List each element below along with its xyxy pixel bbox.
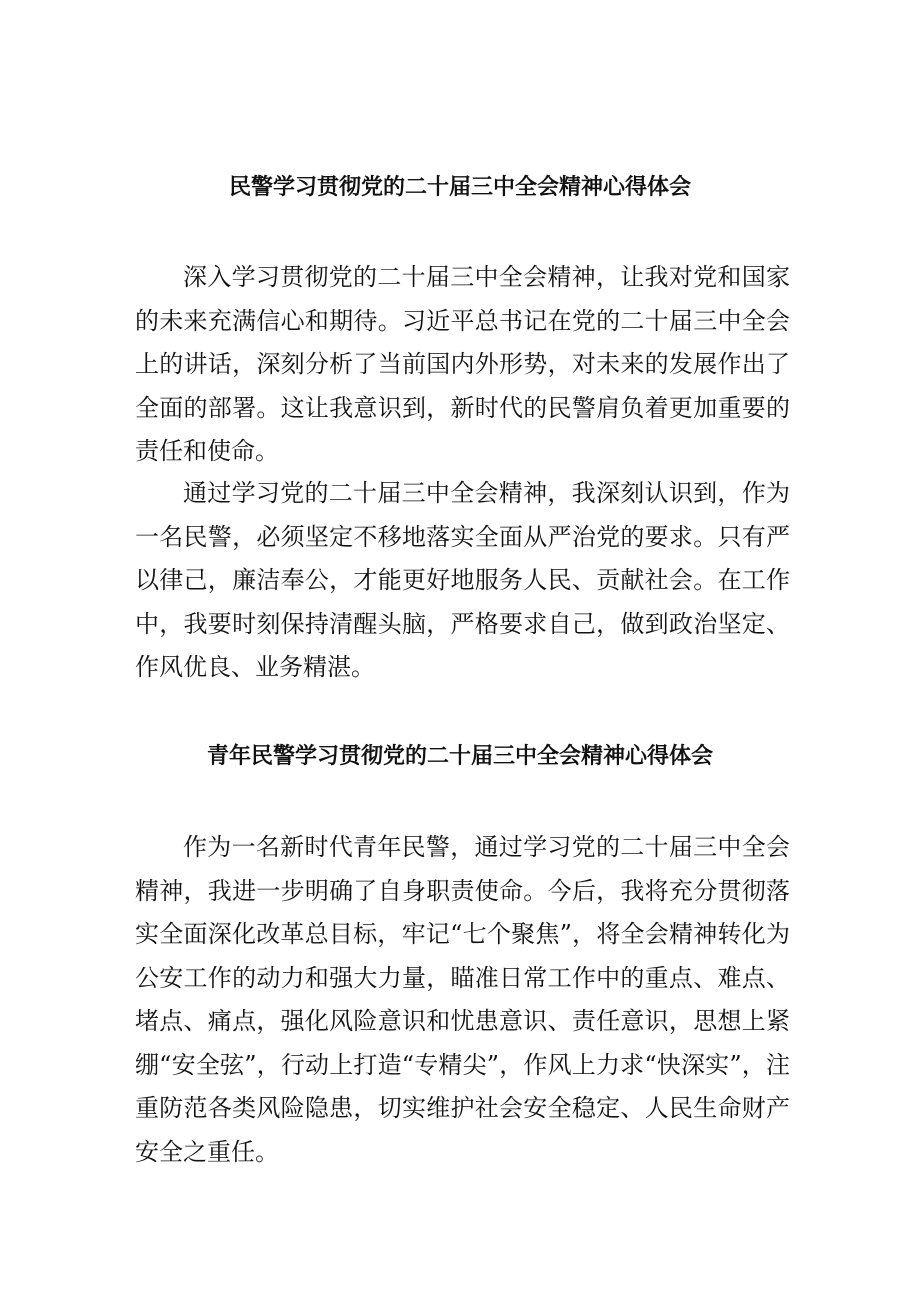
section-paragraph: 通过学习党的二十届三中全会精神，我深刻认识到，作为一名民警，必须坚定不移地落实全面从严治党的要求。只有严以律己，廉洁奉公，才能更好地服务人民、贡献社会。在工作中，我要时刻保持清醒头脑，严格要求自己，做到政治坚定、作风优良、业务精湛。	[135, 479, 790, 681]
section-paragraph: 深入学习贯彻党的二十届三中全会精神，让我对党和国家的未来充满信心和期待。习近平总书记在党的二十届三中全会上的讲话，深刻分析了当前国内外形势，对未来的发展作出了全面的部署。这让我意识到，新时代的民警肩负着更加重要的责任和使命。	[135, 263, 790, 465]
section-title: 民警学习贯彻党的二十届三中全会精神心得体会	[228, 175, 691, 200]
section-title: 青年民警学习贯彻党的二十届三中全会精神心得体会	[206, 744, 713, 769]
section-paragraph: 作为一名新时代青年民警，通过学习党的二十届三中全会精神，我进一步明确了自身职责使命。今后，我将充分贯彻落实全面深化改革总目标，牢记“七个聚焦”，将全会精神转化为公安工作的动力和强大力量，瞄准日常工作中的重点、难点、堵点、痛点，强化风险意识和忧患意识、责任意识，思想上紧绷“安全弦”，行动上打造“专精尖”，作风上力求“快深实”，注重防范各类风险隐患，切实维护社会安全稳定、人民生命财产安全之重任。	[135, 833, 790, 1166]
